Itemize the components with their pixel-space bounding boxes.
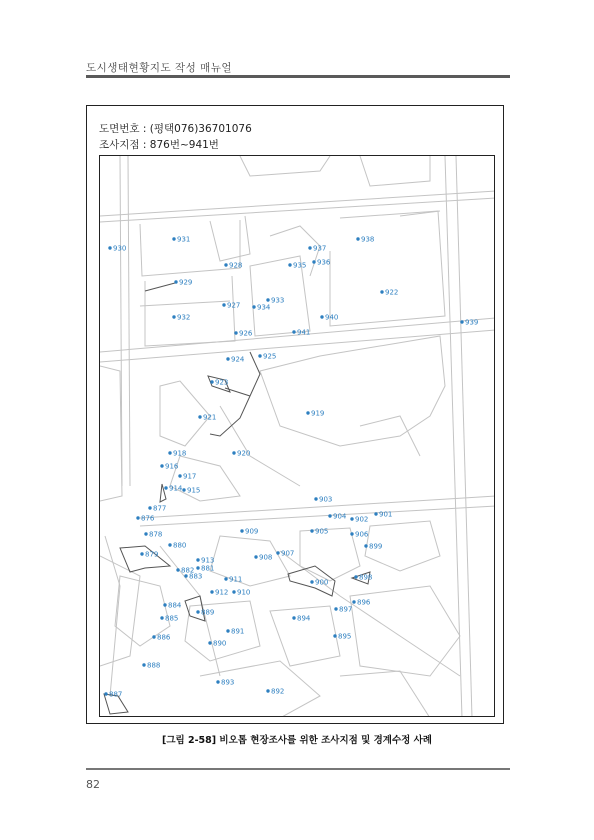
survey-point-label: 921 (203, 413, 217, 422)
survey-point-label: 889 (201, 608, 215, 617)
survey-point-label: 881 (201, 564, 215, 573)
header-rule (86, 75, 510, 78)
survey-point-marker (226, 629, 229, 632)
survey-point (210, 589, 228, 597)
survey-point (266, 688, 284, 696)
survey-point-label: 941 (297, 328, 311, 337)
survey-point-label: 939 (465, 318, 479, 327)
survey-point-label: 910 (237, 588, 251, 597)
survey-point-marker (142, 663, 145, 666)
survey-point (108, 245, 126, 253)
survey-point (226, 356, 245, 364)
survey-point-marker (254, 555, 257, 558)
survey-point-marker (333, 634, 336, 637)
survey-point-marker (334, 607, 337, 610)
survey-point (210, 379, 228, 387)
survey-point (310, 528, 328, 536)
page-number: 82 (86, 778, 100, 791)
survey-point-marker (224, 577, 227, 580)
survey-point-label: 876 (141, 514, 155, 523)
survey-point (216, 679, 234, 687)
survey-point-label: 888 (147, 661, 161, 670)
survey-point-marker (232, 590, 235, 593)
survey-point (148, 505, 166, 513)
survey-point (196, 565, 214, 573)
survey-point-label: 926 (239, 329, 253, 338)
survey-point-marker (104, 692, 107, 695)
survey-point-label: 903 (319, 495, 333, 504)
survey-point-marker (172, 315, 175, 318)
survey-point-label: 894 (297, 614, 311, 623)
survey-point-marker (196, 566, 199, 569)
survey-point (258, 353, 276, 361)
survey-point (350, 516, 368, 524)
survey-point-label: 877 (153, 504, 167, 513)
survey-point-marker (108, 246, 111, 249)
survey-point-marker (210, 380, 213, 383)
survey-point-marker (252, 305, 255, 308)
survey-point (254, 554, 272, 562)
survey-point-marker (460, 320, 463, 323)
survey-point-label: 902 (355, 515, 369, 524)
survey-point (136, 515, 155, 523)
survey-point-label: 880 (173, 541, 187, 550)
survey-point-marker (350, 532, 353, 535)
survey-point-label: 936 (317, 258, 331, 267)
survey-point-label: 879 (145, 550, 159, 559)
survey-point-label: 891 (231, 627, 245, 636)
survey-point-marker (310, 529, 313, 532)
survey-point (174, 279, 192, 287)
survey-point-label: 931 (177, 235, 191, 244)
survey-point-label: 940 (325, 313, 339, 322)
survey-point-label: 918 (173, 449, 187, 458)
survey-point-label: 916 (165, 462, 179, 471)
survey-point-label: 920 (237, 449, 251, 458)
survey-point (292, 615, 311, 623)
survey-point (164, 485, 183, 493)
survey-point-label: 933 (271, 296, 285, 305)
survey-point (168, 450, 186, 458)
survey-point-label: 898 (359, 573, 373, 582)
survey-point-marker (148, 506, 151, 509)
survey-point (226, 628, 244, 636)
survey-point (196, 609, 214, 617)
survey-point-marker (306, 411, 309, 414)
survey-point-marker (198, 415, 201, 418)
survey-point-label: 908 (259, 553, 273, 562)
survey-point (224, 262, 242, 270)
survey-point-marker (292, 330, 295, 333)
survey-point-label: 930 (113, 244, 127, 253)
survey-point-marker (234, 331, 237, 334)
survey-point-marker (184, 574, 187, 577)
survey-point (142, 662, 160, 670)
survey-point (222, 302, 240, 310)
survey-point-marker (292, 616, 295, 619)
survey-point-marker (308, 246, 311, 249)
survey-point-marker (144, 532, 147, 535)
survey-point-marker (136, 516, 139, 519)
survey-point-marker (380, 290, 383, 293)
survey-point (160, 615, 178, 623)
survey-point-label: 893 (221, 678, 235, 687)
survey-point-marker (356, 237, 359, 240)
survey-point-label: 899 (369, 542, 383, 551)
survey-point-label: 887 (109, 690, 123, 699)
survey-point (196, 557, 214, 565)
map-number-line: 도면번호 : (평택076)36701076 (99, 123, 252, 135)
survey-point-label: 932 (177, 313, 191, 322)
survey-point-marker (182, 488, 185, 491)
survey-point-label: 883 (189, 572, 203, 581)
survey-point (308, 245, 326, 253)
survey-point (374, 511, 392, 519)
survey-point-label: 924 (231, 355, 245, 364)
survey-point-marker (374, 512, 377, 515)
survey-point-label: 927 (227, 301, 241, 310)
survey-point-marker (224, 263, 227, 266)
survey-point (356, 236, 374, 244)
survey-point-marker (196, 558, 199, 561)
survey-point (104, 691, 122, 699)
figure-frame (86, 105, 504, 724)
survey-point-label: 907 (281, 549, 295, 558)
survey-point-marker (152, 635, 155, 638)
survey-point-label: 906 (355, 530, 369, 539)
survey-point (460, 319, 478, 327)
survey-point-label: 905 (315, 527, 329, 536)
survey-point-label: 917 (183, 472, 197, 481)
survey-point-label: 911 (229, 575, 243, 584)
survey-point-label: 890 (213, 639, 227, 648)
survey-point-label: 892 (271, 687, 285, 696)
survey-point (306, 410, 324, 418)
survey-point (252, 304, 271, 312)
running-title: 도시생태현황지도 작성 매뉴얼 (86, 62, 233, 74)
survey-point-label: 909 (245, 527, 259, 536)
survey-point (314, 496, 332, 504)
survey-point (352, 599, 371, 607)
footer-rule (86, 768, 510, 770)
survey-point-marker (266, 689, 269, 692)
survey-point-label: 886 (157, 633, 171, 642)
survey-point-marker (208, 641, 211, 644)
survey-map (99, 155, 495, 717)
survey-point-label: 900 (315, 578, 329, 587)
survey-point (334, 606, 352, 614)
survey-point-marker (216, 680, 219, 683)
survey-point-marker (320, 315, 323, 318)
survey-point-label: 912 (215, 588, 229, 597)
survey-point-marker (178, 474, 181, 477)
figure-caption: [그림 2-58] 비오톱 현장조사를 위한 조사지점 및 경계수정 사례 (162, 735, 432, 746)
survey-point (232, 589, 250, 597)
survey-point-marker (168, 543, 171, 546)
survey-point (144, 531, 162, 539)
survey-point (288, 262, 306, 270)
survey-point-marker (226, 357, 229, 360)
survey-point-marker (266, 298, 269, 301)
survey-point-marker (164, 486, 167, 489)
survey-point-label: 938 (361, 235, 375, 244)
survey-point-label: 925 (263, 352, 277, 361)
survey-point-marker (350, 517, 353, 520)
survey-point (234, 330, 253, 338)
survey-point-marker (160, 464, 163, 467)
survey-point-label: 934 (257, 303, 271, 312)
survey-point (198, 414, 216, 422)
survey-point-marker (258, 354, 261, 357)
survey-point (172, 314, 190, 322)
survey-point-marker (312, 260, 315, 263)
survey-point-label: 895 (338, 632, 352, 641)
survey-point (350, 531, 369, 539)
survey-point (240, 528, 258, 536)
survey-point-marker (354, 575, 357, 578)
survey-point-marker (174, 280, 177, 283)
basemap (100, 156, 495, 717)
survey-point (160, 463, 179, 471)
survey-point-label: 915 (187, 486, 201, 495)
survey-point (152, 634, 171, 642)
survey-point (172, 236, 190, 244)
survey-point (140, 551, 158, 559)
survey-point-label: 923 (215, 378, 229, 387)
survey-point-label: 913 (201, 556, 215, 565)
survey-point (310, 579, 328, 587)
survey-point (168, 542, 186, 550)
survey-point-marker (240, 529, 243, 532)
survey-point-label: 897 (339, 605, 353, 614)
survey-point-label: 904 (333, 512, 347, 521)
survey-point-marker (364, 544, 367, 547)
survey-point-marker (160, 616, 163, 619)
survey-point-marker (222, 303, 225, 306)
survey-point-marker (310, 580, 313, 583)
survey-point-marker (352, 600, 355, 603)
survey-point-label: 878 (149, 530, 163, 539)
survey-point-label: 922 (385, 288, 399, 297)
survey-point-marker (172, 237, 175, 240)
survey-point (328, 513, 347, 521)
survey-point (224, 576, 242, 584)
survey-point (380, 289, 398, 297)
survey-points-line: 조사지점 : 876번~941번 (99, 139, 219, 151)
survey-point-label: 937 (313, 244, 327, 253)
survey-point-marker (288, 263, 291, 266)
survey-point-marker (176, 568, 179, 571)
survey-point-marker (210, 590, 213, 593)
survey-point-label: 885 (165, 614, 179, 623)
survey-point (163, 602, 182, 610)
survey-point (232, 450, 250, 458)
survey-point-marker (140, 552, 143, 555)
survey-point-label: 896 (357, 598, 371, 607)
survey-point-label: 901 (379, 510, 393, 519)
survey-point-label: 928 (229, 261, 243, 270)
survey-point-label: 935 (293, 261, 307, 270)
survey-point-marker (163, 603, 166, 606)
survey-point-marker (328, 514, 331, 517)
survey-point-label: 882 (181, 566, 195, 575)
survey-point-marker (314, 497, 317, 500)
survey-point-marker (168, 451, 171, 454)
survey-point (320, 314, 338, 322)
survey-point (178, 473, 196, 481)
survey-point-label: 919 (311, 409, 325, 418)
survey-point-label: 929 (179, 278, 193, 287)
survey-point-label: 884 (168, 601, 182, 610)
survey-point-marker (276, 551, 279, 554)
survey-point-marker (232, 451, 235, 454)
survey-point-label: 914 (169, 484, 183, 493)
survey-point-marker (196, 610, 199, 613)
